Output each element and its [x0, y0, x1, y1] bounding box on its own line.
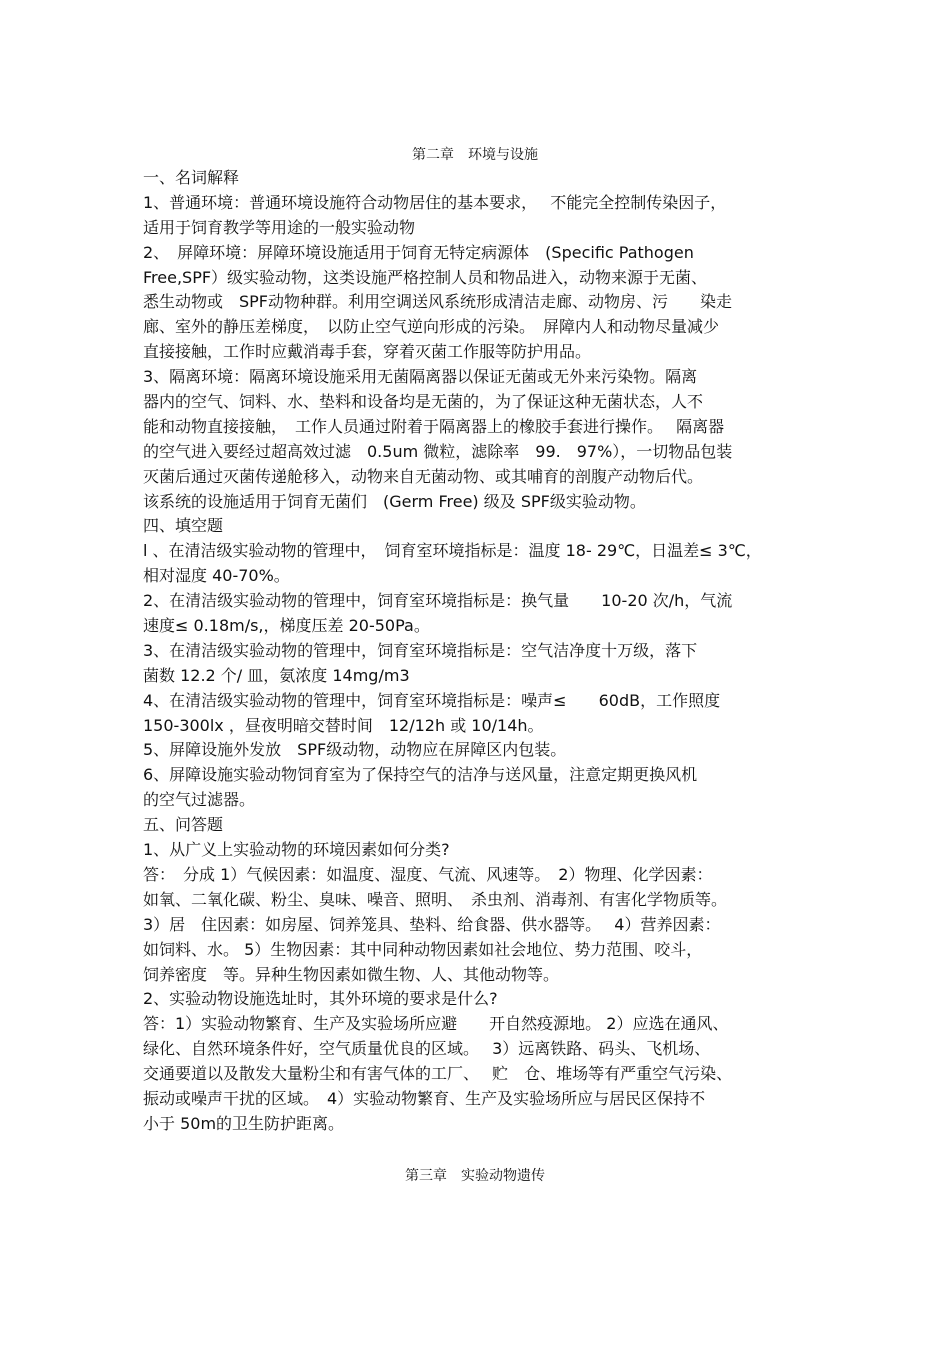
text-line: 3、在清洁级实验动物的管理中，饲育室环境指标是：空气洁净度十万级，落下 — [143, 640, 698, 660]
text-line: 3）居 住因素：如房屋、饲养笼具、垫料、给食器、供水器等。 4）营养因素： — [143, 914, 721, 934]
chapter-3-title: 第三章 实验动物遗传 — [405, 1168, 545, 1184]
text-line: 速度≤ 0.18m/s,，梯度压差 20-50Pa。 — [143, 616, 430, 636]
chapter-2-title: 第二章 环境与设施 — [412, 147, 538, 163]
text-line: 绿化、自然环境条件好，空气质量优良的区域。 3）远离铁路、码头、飞机场、 — [143, 1039, 711, 1059]
text-line: 小于 50m的卫生防护距离。 — [143, 1113, 345, 1133]
text-line: 的空气过滤器。 — [143, 790, 256, 810]
text-line: 菌数 12.2 个/ 皿，氨浓度 14mg/m3 — [143, 665, 410, 685]
text-line: 交通要道以及散发大量粉尘和有害气体的工厂、 贮 仓、堆场等有严重空气污染、 — [143, 1064, 733, 1084]
text-line: 2、实验动物设施选址时，其外环境的要求是什么? — [143, 989, 498, 1009]
text-line: 如饲料、水。 5）生物因素：其中同种动物因素如社会地位、势力范围、咬斗， — [143, 939, 703, 959]
text-line: 悉生动物或 SPF动物种群。利用空调送风系统形成清洁走廊、动物房、污 染走 — [143, 292, 733, 312]
text-line: 150-300lx ，昼夜明暗交替时间 12/12h 或 10/14h。 — [143, 715, 544, 735]
text-line: 灭菌后通过灭菌传递舱移入，动物来自无菌动物、或其哺育的剖腹产动物后代。 — [143, 466, 704, 486]
text-line: 答：1）实验动物繁育、生产及实验场所应避 开自然疫源地。 2）应选在通风、 — [143, 1014, 729, 1034]
text-line: 廊、室外的静压差梯度， 以防止空气逆向形成的污染。 屏障内人和动物尽量减少 — [143, 317, 720, 337]
text-line: 2、 屏障环境：屏障环境设施适用于饲育无特定病源体 (Specific Pathogen — [143, 242, 694, 262]
section-heading: 四、填空题 — [143, 516, 224, 536]
text-line: 答： 分成 1）气候因素：如温度、湿度、气流、风速等。 2）物理、化学因素： — [143, 864, 713, 884]
text-line: 直接接触，工作时应戴消毒手套，穿着灭菌工作服等防护用品。 — [143, 342, 592, 362]
text-line: 如氧、二氧化碳、粉尘、臭味、噪音、照明、 杀虫剂、消毒剂、有害化学物质等。 — [143, 889, 728, 909]
text-line: 该系统的设施适用于饲育无菌们 (Germ Free) 级及 SPF级实验动物。 — [143, 491, 646, 511]
text-line: 器内的空气、饲料、水、垫料和设备均是无菌的，为了保证这种无菌状态，人不 — [143, 392, 704, 412]
document-body — [143, 166, 813, 1137]
section-heading: 五、问答题 — [143, 815, 224, 835]
text-line: 3、隔离环境：隔离环境设施采用无菌隔离器以保证无菌或无外来污染物。隔离 — [143, 367, 698, 387]
text-line: 相对湿度 40-70%。 — [143, 566, 290, 586]
text-line: 2、在清洁级实验动物的管理中，饲育室环境指标是：换气量 10-20 次/h，气流 — [143, 591, 733, 611]
text-line: 1、从广义上实验动物的环境因素如何分类? — [143, 840, 450, 860]
text-line: 的空气进入要经过超高效过滤 0.5um 微粒，滤除率 99. 97%），一切物品包装 — [143, 441, 733, 461]
text-line: 6、屏障设施实验动物饲育室为了保持空气的洁净与送风量，注意定期更换风机 — [143, 765, 698, 785]
text-line: 适用于饲育教学等用途的一般实验动物 — [143, 217, 416, 237]
text-line: l 、在清洁级实验动物的管理中， 饲育室环境指标是：温度 18- 29℃，日温差≤ 3℃， — [143, 541, 762, 561]
text-line: 饲养密度 等。异种生物因素如微生物、人、其他动物等。 — [143, 964, 560, 984]
text-line: 1、普通环境：普通环境设施符合动物居住的基本要求， 不能完全控制传染因子， — [143, 192, 727, 212]
text-line: 4、在清洁级实验动物的管理中，饲育室环境指标是：噪声≤ 60dB，工作照度 — [143, 690, 721, 710]
text-line: 振动或噪声干扰的区域。 4）实验动物繁育、生产及实验场所应与居民区保持不 — [143, 1088, 706, 1108]
text-line: Free,SPF）级实验动物，这类设施严格控制人员和物品进入，动物来源于无菌、 — [143, 267, 708, 287]
text-line: 5、屏障设施外发放 SPF级动物，动物应在屏障区内包装。 — [143, 740, 567, 760]
text-line: 能和动物直接接触， 工作人员通过附着于隔离器上的橡胶手套进行操作。 隔离器 — [143, 416, 725, 436]
section-heading: 一、名词解释 — [143, 168, 240, 187]
